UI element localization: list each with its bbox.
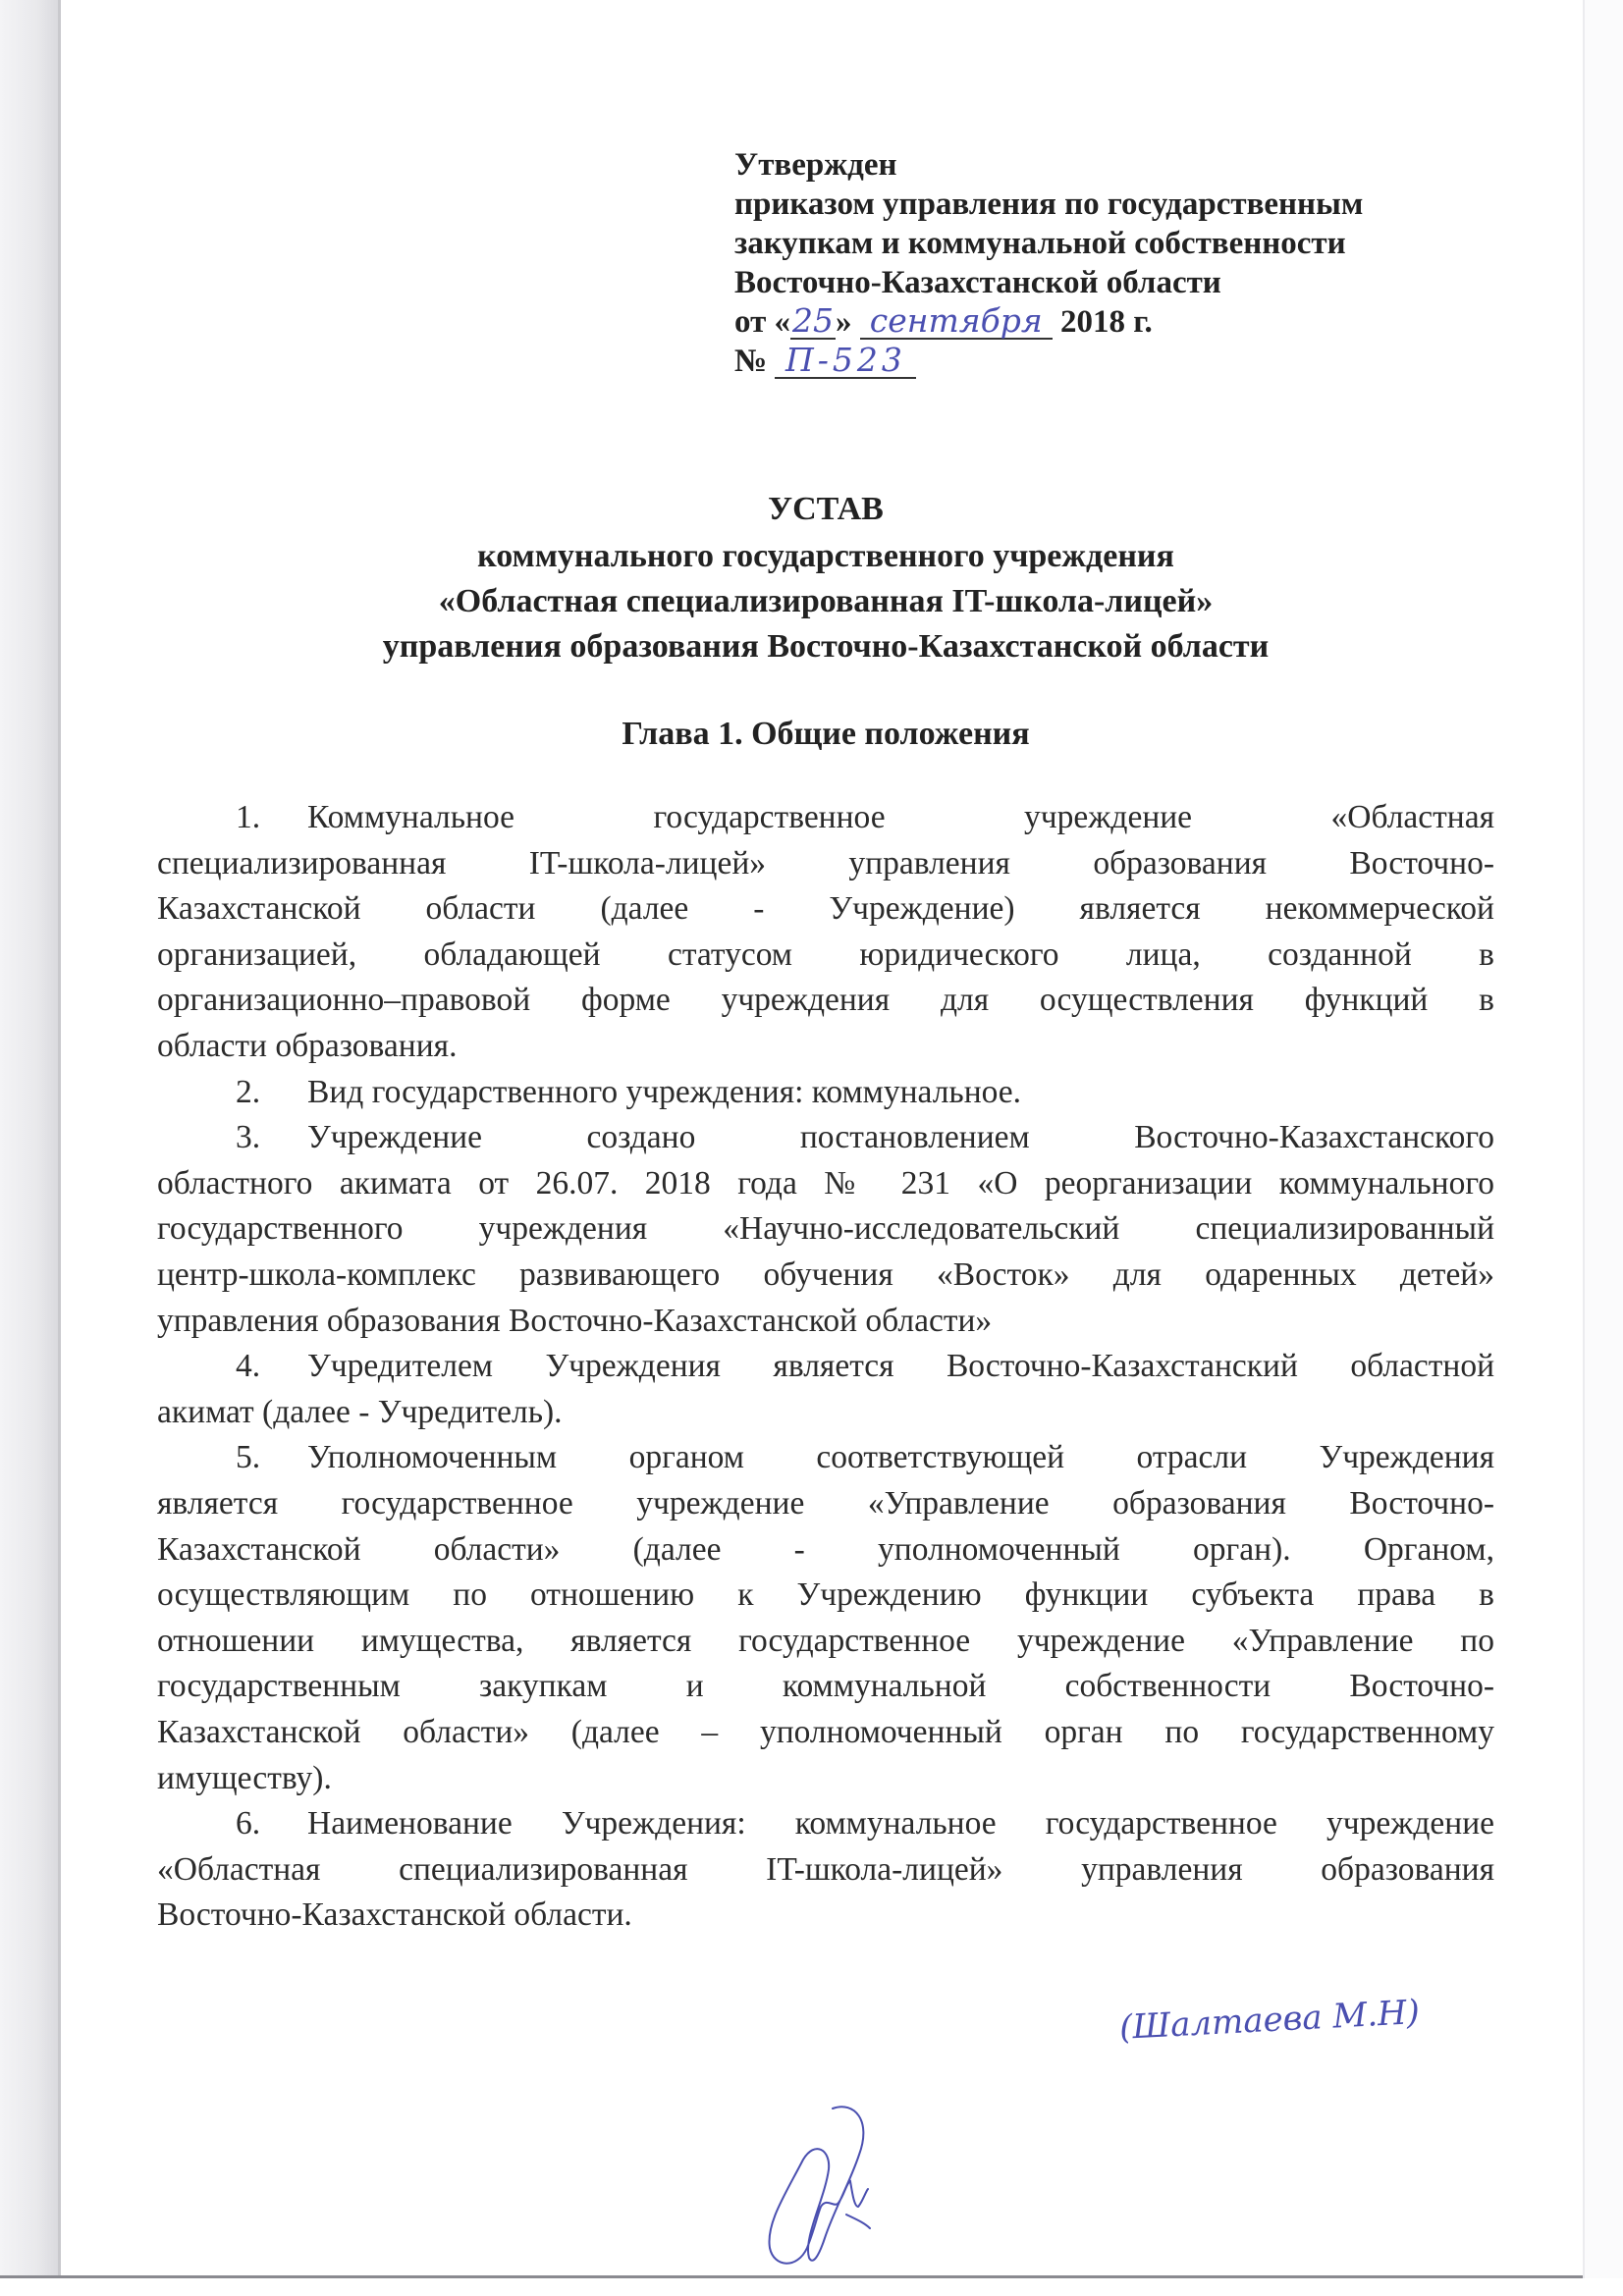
title-line-4: управления образования Восточно-Казахстанской области — [382, 628, 1270, 665]
page-left-shadow — [0, 0, 61, 2296]
line-text: областного акимата от 26.07. 2018 года № 231 «О реорганизации коммунального — [157, 1164, 1494, 1201]
approval-number — [734, 342, 1363, 381]
body-line — [157, 1164, 1494, 1203]
number-value: П-523 — [775, 344, 916, 379]
body-line — [236, 1118, 1494, 1157]
body-line — [236, 1438, 1494, 1477]
line-text: Учреждение создано постановлением Восточно-Казахстанского — [307, 1119, 1494, 1156]
body-line — [236, 1347, 1494, 1386]
line-text: области образования. — [157, 1028, 458, 1064]
line-text: Казахстанской области» (далее - уполномоченный орган). Органом, — [157, 1530, 1494, 1568]
line-text: Уполномоченным органом соответствующей отрасли Учреждения — [307, 1439, 1494, 1476]
body-line — [157, 1209, 1494, 1249]
body-line — [157, 889, 1494, 929]
number-prefix: № — [734, 344, 768, 379]
body-line — [157, 1896, 1494, 1935]
clause-number: 5. — [236, 1439, 261, 1476]
date-prefix: от « — [734, 304, 791, 340]
body-line — [157, 1393, 1494, 1432]
line-text: центр-школа-комплекс развивающего обучения «Восток» для одаренных детей» — [157, 1256, 1494, 1293]
line-text: Вид государственного учреждения: коммунальное. — [307, 1073, 1022, 1110]
page-bottom-margin — [0, 2278, 1623, 2296]
body-line — [236, 798, 1494, 837]
document-title: УСТАВ — [768, 491, 884, 527]
clause-number: 3. — [236, 1119, 261, 1156]
body-line — [157, 1027, 1494, 1066]
date-day: 25 — [792, 301, 835, 340]
approval-line-2: приказом управления по государственным — [734, 187, 1364, 222]
body-line — [157, 1850, 1494, 1890]
body-line — [157, 1622, 1494, 1661]
line-text: акимат (далее - Учредитель). — [157, 1393, 563, 1430]
signature-note: (Шалтаева М.Н) — [1118, 1993, 1421, 2048]
page-right-edge — [1583, 0, 1623, 2296]
clause-number: 2. — [236, 1073, 261, 1110]
body-line — [157, 935, 1494, 975]
body-line — [236, 1804, 1494, 1843]
line-text: специализированная IT-школа-лицей» управления образования Восточно- — [157, 844, 1494, 881]
clause-number: 1. — [236, 799, 261, 835]
body-line — [157, 981, 1494, 1020]
date-month: сентября — [860, 304, 1053, 340]
body-line — [157, 1484, 1494, 1523]
clause-number: 6. — [236, 1805, 261, 1842]
line-text: организационно–правовой форме учреждения для осуществления функций в — [157, 982, 1494, 1019]
body-line — [236, 1073, 1494, 1112]
approval-block — [734, 145, 1363, 381]
line-text: Казахстанской области» (далее – уполномоченный орган по государственному — [157, 1714, 1494, 1750]
body-line — [157, 1302, 1494, 1341]
title-line-2: коммунального государственного учреждения — [477, 538, 1174, 574]
approval-line-3: закупкам и коммунальной собственности — [734, 226, 1346, 261]
line-text: является государственное учреждение «Управление образования Восточно- — [157, 1485, 1494, 1522]
date-year: 2018 г. — [1060, 304, 1153, 340]
line-text: Наименование Учреждения: коммунальное государственное учреждение — [307, 1805, 1494, 1842]
body-line — [157, 844, 1494, 883]
line-text: организацией, обладающей статусом юридического лица, созданной в — [157, 935, 1494, 973]
line-text: государственным закупкам и коммунальной собственности Восточно- — [157, 1668, 1494, 1705]
line-text: осуществляющим по отношению к Учреждению функции субъекта права в — [157, 1576, 1494, 1614]
body-line — [157, 1575, 1494, 1615]
approval-date — [734, 302, 1363, 342]
body-line — [157, 1713, 1494, 1752]
line-text: отношении имущества, является государственное учреждение «Управление по — [157, 1622, 1494, 1659]
line-text: Учредителем Учреждения является Восточно-Казахстанский областной — [307, 1348, 1494, 1385]
line-text: государственного учреждения «Научно-исследовательский специализированный — [157, 1210, 1494, 1248]
body-line — [157, 1255, 1494, 1295]
body-line — [157, 1667, 1494, 1706]
line-text: управления образования Восточно-Казахстанской области» — [157, 1302, 993, 1339]
clause-number: 4. — [236, 1348, 261, 1385]
approval-line-1: Утвержден — [734, 147, 897, 183]
title-line-3: «Областная специализированная IT-школа-лицей» — [438, 583, 1214, 619]
line-text: «Областная специализированная IT-школа-лицей» управления образования — [157, 1850, 1494, 1888]
signature — [756, 2101, 893, 2272]
body-line — [157, 1530, 1494, 1570]
body-line — [157, 1759, 1494, 1798]
chapter-heading: Глава 1. Общие положения — [622, 716, 1030, 752]
line-text: Коммунальное государственное учреждение «Областная — [307, 799, 1494, 835]
line-text: Казахстанской области (далее - Учреждение) является некоммерческой — [157, 890, 1494, 928]
date-mid: » — [836, 304, 852, 340]
line-text: имуществу). — [157, 1759, 332, 1796]
approval-line-4: Восточно-Казахстанской области — [734, 265, 1221, 300]
line-text: Восточно-Казахстанской области. — [157, 1896, 632, 1934]
